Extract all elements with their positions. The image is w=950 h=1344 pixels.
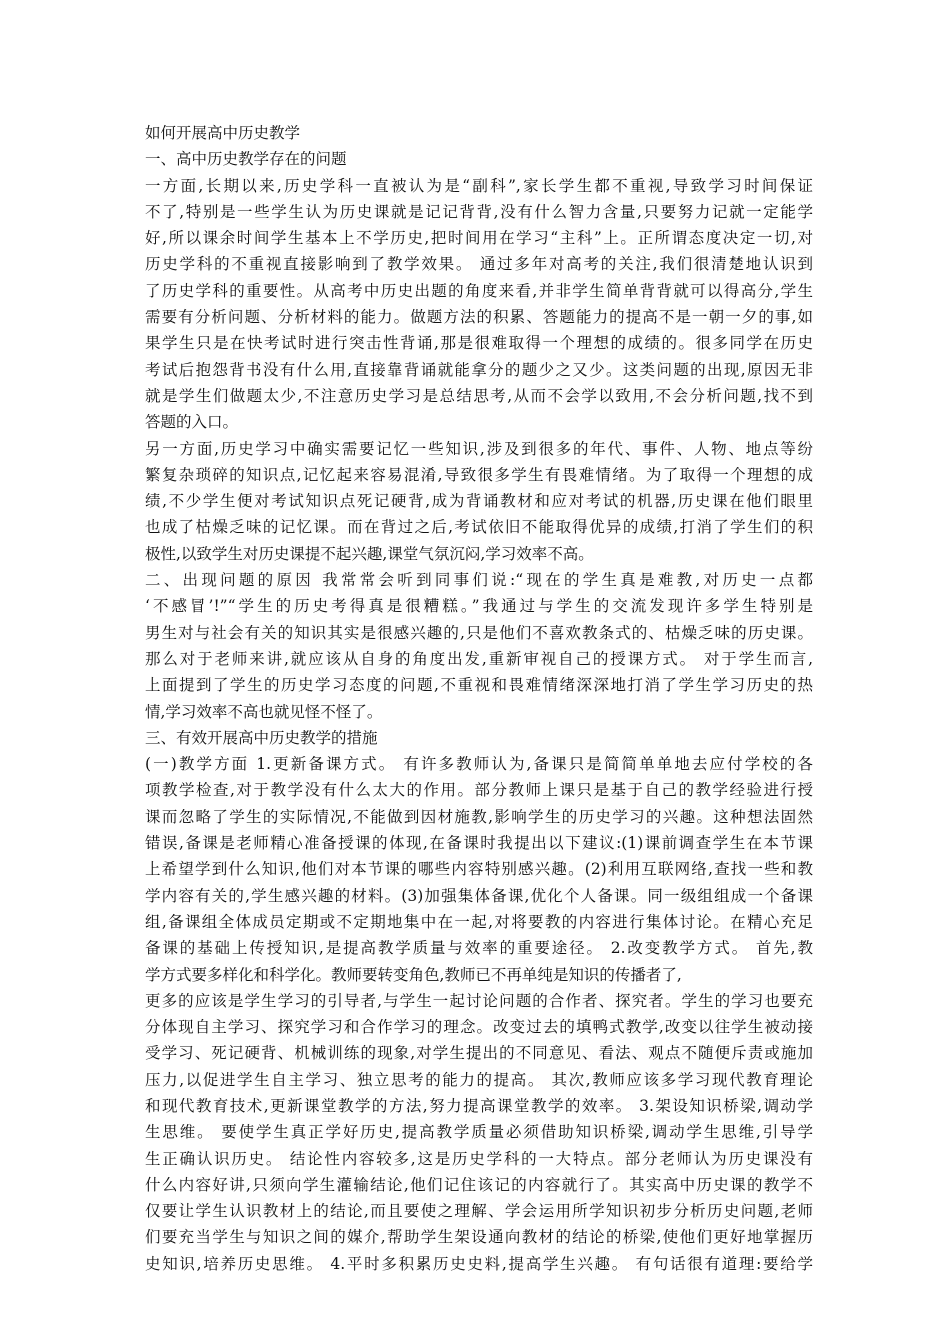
text-line: 历史学科的不重视直接影响到了教学效果。 通过多年对高考的关注,我们很清楚地认识到 [145, 255, 813, 274]
text-line: 另一方面,历史学习中确实需要记忆一些知识,涉及到很多的年代、事件、人物、地点等纷 [145, 439, 813, 458]
text-line: 上面提到了学生的历史学习态度的问题,不重视和畏难情绪深深地打消了学生学习历史的热 [145, 676, 813, 695]
text-line: 三、有效开展高中历史教学的措施 [145, 728, 378, 747]
text-line: 压力,以促进学生自主学习、独立思考的能力的提高。 其次,教师应该多学习现代教育理论 [145, 1070, 813, 1089]
text-line: 一、高中历史教学存在的问题 [145, 150, 347, 169]
text-line: 错误,备课是老师精心准备授课的体现,在备课时我提出以下建议:(1)课前调查学生在本节课 [145, 834, 813, 853]
text-line: 们要充当学生与知识之间的媒介,帮助学生架设通向教材的结论的桥梁,使他们更好地掌握历 [145, 1228, 813, 1247]
text-line: 了历史学科的重要性。从高考中历史出题的角度来看,并非学生简单背背就可以得高分,学生 [145, 281, 813, 300]
text-line: 学方式要多样化和科学化。教师要转变角色,教师已不再单纯是知识的传播者了, [145, 965, 682, 984]
text-line: 仅要让学生认识教材上的结论,而且要使之理解、学会运用所学知识初步分析历史问题,老师 [145, 1202, 813, 1221]
text-line: 情,学习效率不高也就见怪不怪了。 [145, 702, 383, 721]
text-line: 上希望学到什么知识,他们对本节课的哪些内容特别感兴趣。(2)利用互联网络,查找一些和教 [145, 860, 813, 879]
text-line: 和现代教育技术,更新课堂教学的方法,努力提高课堂教学的效率。 3.架设知识桥梁,调动学 [145, 1096, 813, 1115]
text-line: 生正确认识历史。 结论性内容较多,这是历史学科的一大特点。部分老师认为历史课没有 [145, 1149, 813, 1168]
document-title: 如何开展高中历史教学 [145, 124, 301, 142]
text-line: 答题的入口。 [145, 413, 239, 432]
text-line: 史知识,培养历史思维。 4.平时多积累历史史料,提高学生兴趣。 有句话很有道理:要给学 [145, 1254, 813, 1273]
text-line: 备课的基础上传授知识,是提高教学质量与效率的重要途径。 2.改变教学方式。 首先,教 [145, 939, 813, 958]
text-line: (一)教学方面 1.更新备课方式。 有许多教师认为,备课只是简简单单地去应付学校的各 [145, 755, 813, 774]
text-line: 考试后抱怨背书没有什么用,直接靠背诵就能拿分的题少之又少。这类问题的出现,原因无非 [145, 360, 813, 379]
text-line: ‘不感冒’!”“学生的历史考得真是很糟糕。”我通过与学生的交流发现许多学生特别是 [145, 597, 813, 616]
text-line: 极性,以致学生对历史课提不起兴趣,课堂气氛沉闷,学习效率不高。 [145, 544, 594, 563]
text-line: 不了,特别是一些学生认为历史课就是记记背背,没有什么智力含量,只要努力记就一定能学 [145, 202, 813, 221]
text-line: 就是学生们做题太少,不注意历史学习是总结思考,从而不会学以致用,不会分析问题,找不到 [145, 386, 813, 405]
text-line: 果学生只是在快考试时进行突击性背诵,那是很难取得一个理想的成绩的。很多同学在历史 [145, 334, 813, 353]
text-line: 学内容有关的,学生感兴趣的材料。(3)加强集体备课,优化个人备课。同一级组组成一个备课 [145, 886, 813, 905]
text-line: 二、出现问题的原因 我常常会听到同事们说:“现在的学生真是难教,对历史一点都 [145, 571, 813, 590]
document-body [145, 120, 813, 1277]
text-line: 那么对于老师来讲,就应该从自身的角度出发,重新审视自己的授课方式。 对于学生而言, [145, 649, 813, 668]
text-line: 什么内容好讲,只须向学生灌输结论,他们记住该记的内容就行了。其实高中历史课的教学不 [145, 1175, 813, 1194]
text-line: 男生对与社会有关的知识其实是很感兴趣的,只是他们不喜欢教条式的、枯燥乏味的历史课。 [145, 623, 813, 642]
text-line: 课而忽略了学生的实际情况,不能做到因材施教,影响学生的历史学习的兴趣。这种想法固然 [145, 807, 813, 826]
text-line: 好,所以课余时间学生基本上不学历史,把时间用在学习“主科”上。正所谓态度决定一切,对 [145, 229, 813, 248]
text-line: 更多的应该是学生学习的引导者,与学生一起讨论问题的合作者、探究者。学生的学习也要充 [145, 991, 813, 1010]
text-line: 一方面,长期以来,历史学科一直被认为是“副科”,家长学生都不重视,导致学习时间保证 [145, 176, 813, 195]
text-line: 分体现自主学习、探究学习和合作学习的理念。改变过去的填鸭式教学,改变以往学生被动接 [145, 1018, 813, 1037]
text-line: 组,备课组全体成员定期或不定期地集中在一起,对将要教的内容进行集体讨论。在精心充足 [145, 912, 813, 931]
text-line: 项教学检查,对于教学没有什么太大的作用。部分教师上课只是基于自己的教学经验进行授 [145, 781, 813, 800]
text-line: 受学习、死记硬背、机械训练的现象,对学生提出的不同意见、看法、观点不随便斥责或施加 [145, 1044, 813, 1063]
text-line: 需要有分析问题、分析材料的能力。做题方法的积累、答题能力的提高不是一朝一夕的事,如 [145, 308, 813, 327]
text-line: 生思维。 要使学生真正学好历史,提高教学质量必须借助知识桥梁,调动学生思维,引导学 [145, 1123, 813, 1142]
text-line: 绩,不少学生便对考试知识点死记硬背,成为背诵教材和应对考试的机器,历史课在他们眼里 [145, 492, 813, 511]
text-line: 繁复杂琐碎的知识点,记忆起来容易混淆,导致很多学生有畏难情绪。为了取得一个理想的成 [145, 465, 813, 484]
text-line: 也成了枯燥乏味的记忆课。而在背过之后,考试依旧不能取得优异的成绩,打消了学生们的积 [145, 518, 813, 537]
